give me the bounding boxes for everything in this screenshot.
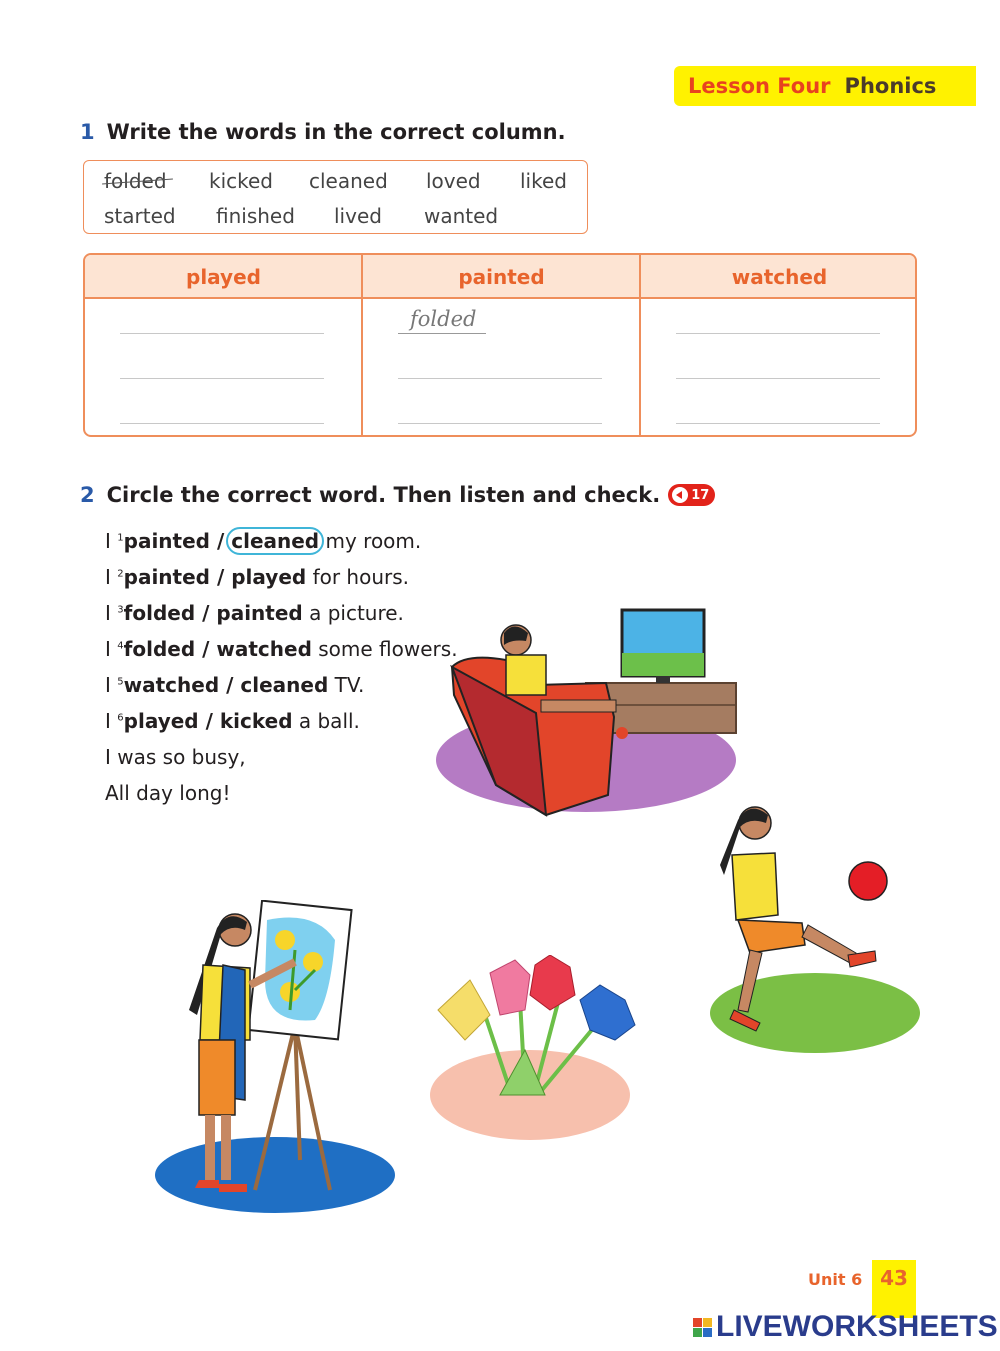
line-suffix: some flowers. (311, 637, 458, 661)
poem-line (105, 565, 409, 589)
red-ball-icon (849, 862, 887, 900)
item-number: 5 (117, 676, 124, 688)
poem-line (105, 637, 458, 661)
option-separator: / (210, 529, 232, 553)
logo-grid-icon (693, 1318, 712, 1337)
example-answer: folded (410, 307, 477, 331)
line-prefix: I (105, 565, 118, 589)
liveworksheets-logo (693, 1310, 998, 1344)
word-bank (83, 160, 588, 234)
folded-flowers-illustration (430, 955, 645, 1140)
audio-track-button[interactable] (668, 484, 715, 506)
word-bank-item: kicked (209, 169, 274, 193)
word-option[interactable]: played (123, 709, 199, 733)
answer-line[interactable] (398, 378, 602, 379)
word-bank-item: lived (334, 204, 382, 228)
poem-line (105, 601, 404, 625)
unit-label: Unit 6 (808, 1270, 863, 1289)
item-number: 3 (117, 604, 124, 616)
red-flower (530, 955, 575, 1010)
poem-line (105, 673, 364, 697)
item-number: 2 (117, 568, 124, 580)
line-suffix: my room. (319, 529, 422, 553)
item-number: 4 (117, 640, 124, 652)
example-line (398, 333, 486, 334)
word-bank-item: wanted (424, 204, 499, 228)
word-bank-item: started (104, 204, 176, 228)
exercise2-instruction: Circle the correct word. Then listen and check. (106, 483, 661, 507)
column-divider (639, 255, 641, 435)
speaker-icon (672, 487, 688, 503)
exercise2-heading (80, 483, 715, 507)
option-separator: / (195, 601, 217, 625)
poem-ending: I was so busy, (105, 745, 246, 769)
line-prefix: I (105, 529, 118, 553)
line-suffix: TV. (328, 673, 365, 697)
lesson-name: Lesson Four (688, 74, 831, 98)
word-option[interactable]: watched (123, 673, 220, 697)
column-divider (361, 255, 363, 435)
line-suffix: a picture. (302, 601, 404, 625)
line-suffix: a ball. (292, 709, 360, 733)
word-option[interactable]: played (231, 565, 307, 589)
sorting-table (83, 253, 917, 437)
word-option[interactable]: watched (216, 637, 312, 661)
exercise2-number: 2 (80, 483, 95, 507)
word-bank-item: liked (520, 169, 567, 193)
kicking-ball-illustration (710, 795, 925, 1055)
poem-ending: All day long! (105, 781, 231, 805)
word-option[interactable]: painted (123, 529, 210, 553)
poem-line (105, 709, 360, 733)
column-header-watched: watched (731, 265, 828, 289)
option-separator: / (198, 709, 220, 733)
watching-tv-illustration (436, 605, 746, 820)
answer-line[interactable] (120, 378, 324, 379)
poem-line (105, 529, 421, 553)
answer-line[interactable] (676, 333, 880, 334)
word-option[interactable]: kicked (219, 709, 293, 733)
page-number: 43 (872, 1260, 916, 1318)
answer-line[interactable] (676, 378, 880, 379)
line-prefix: I (105, 709, 118, 733)
word-option[interactable]: painted (216, 601, 303, 625)
column-header-played: played (186, 265, 261, 289)
line-prefix: I (105, 637, 118, 661)
item-number: 6 (117, 712, 124, 724)
line-prefix: I (105, 601, 118, 625)
word-bank-item: finished (216, 204, 295, 228)
line-prefix: I (105, 673, 118, 697)
audio-track-number: 17 (691, 487, 710, 503)
exercise1-number: 1 (80, 120, 95, 144)
word-bank-item: loved (426, 169, 481, 193)
word-bank-item: cleaned (309, 169, 388, 193)
floor-shadow (155, 1137, 395, 1213)
word-option[interactable]: folded (123, 601, 196, 625)
answer-line[interactable] (676, 423, 880, 424)
grass-patch (710, 973, 920, 1053)
word-bank-item: folded (104, 169, 167, 193)
answer-line[interactable] (120, 333, 324, 334)
answer-line[interactable] (398, 423, 602, 424)
option-separator: / (210, 565, 232, 589)
exercise1-heading (80, 120, 566, 144)
painting-illustration (155, 900, 400, 1215)
lesson-topic: Phonics (844, 74, 937, 98)
option-separator: / (195, 637, 217, 661)
lesson-banner (674, 66, 976, 106)
exercise1-instruction: Write the words in the correct column. (106, 120, 566, 144)
option-separator: / (219, 673, 241, 697)
brand-name: LIVEWORKSHEETS (716, 1310, 998, 1343)
line-suffix: for hours. (306, 565, 410, 589)
word-option[interactable]: cleaned (240, 673, 329, 697)
yellow-flower (438, 980, 490, 1040)
answer-line[interactable] (120, 423, 324, 424)
word-option[interactable]: folded (123, 637, 196, 661)
item-number: 1 (117, 532, 124, 544)
word-option-circled[interactable]: cleaned (226, 527, 324, 555)
column-header-painted: painted (458, 265, 545, 289)
word-option[interactable]: painted (123, 565, 210, 589)
pink-flower (490, 960, 530, 1015)
